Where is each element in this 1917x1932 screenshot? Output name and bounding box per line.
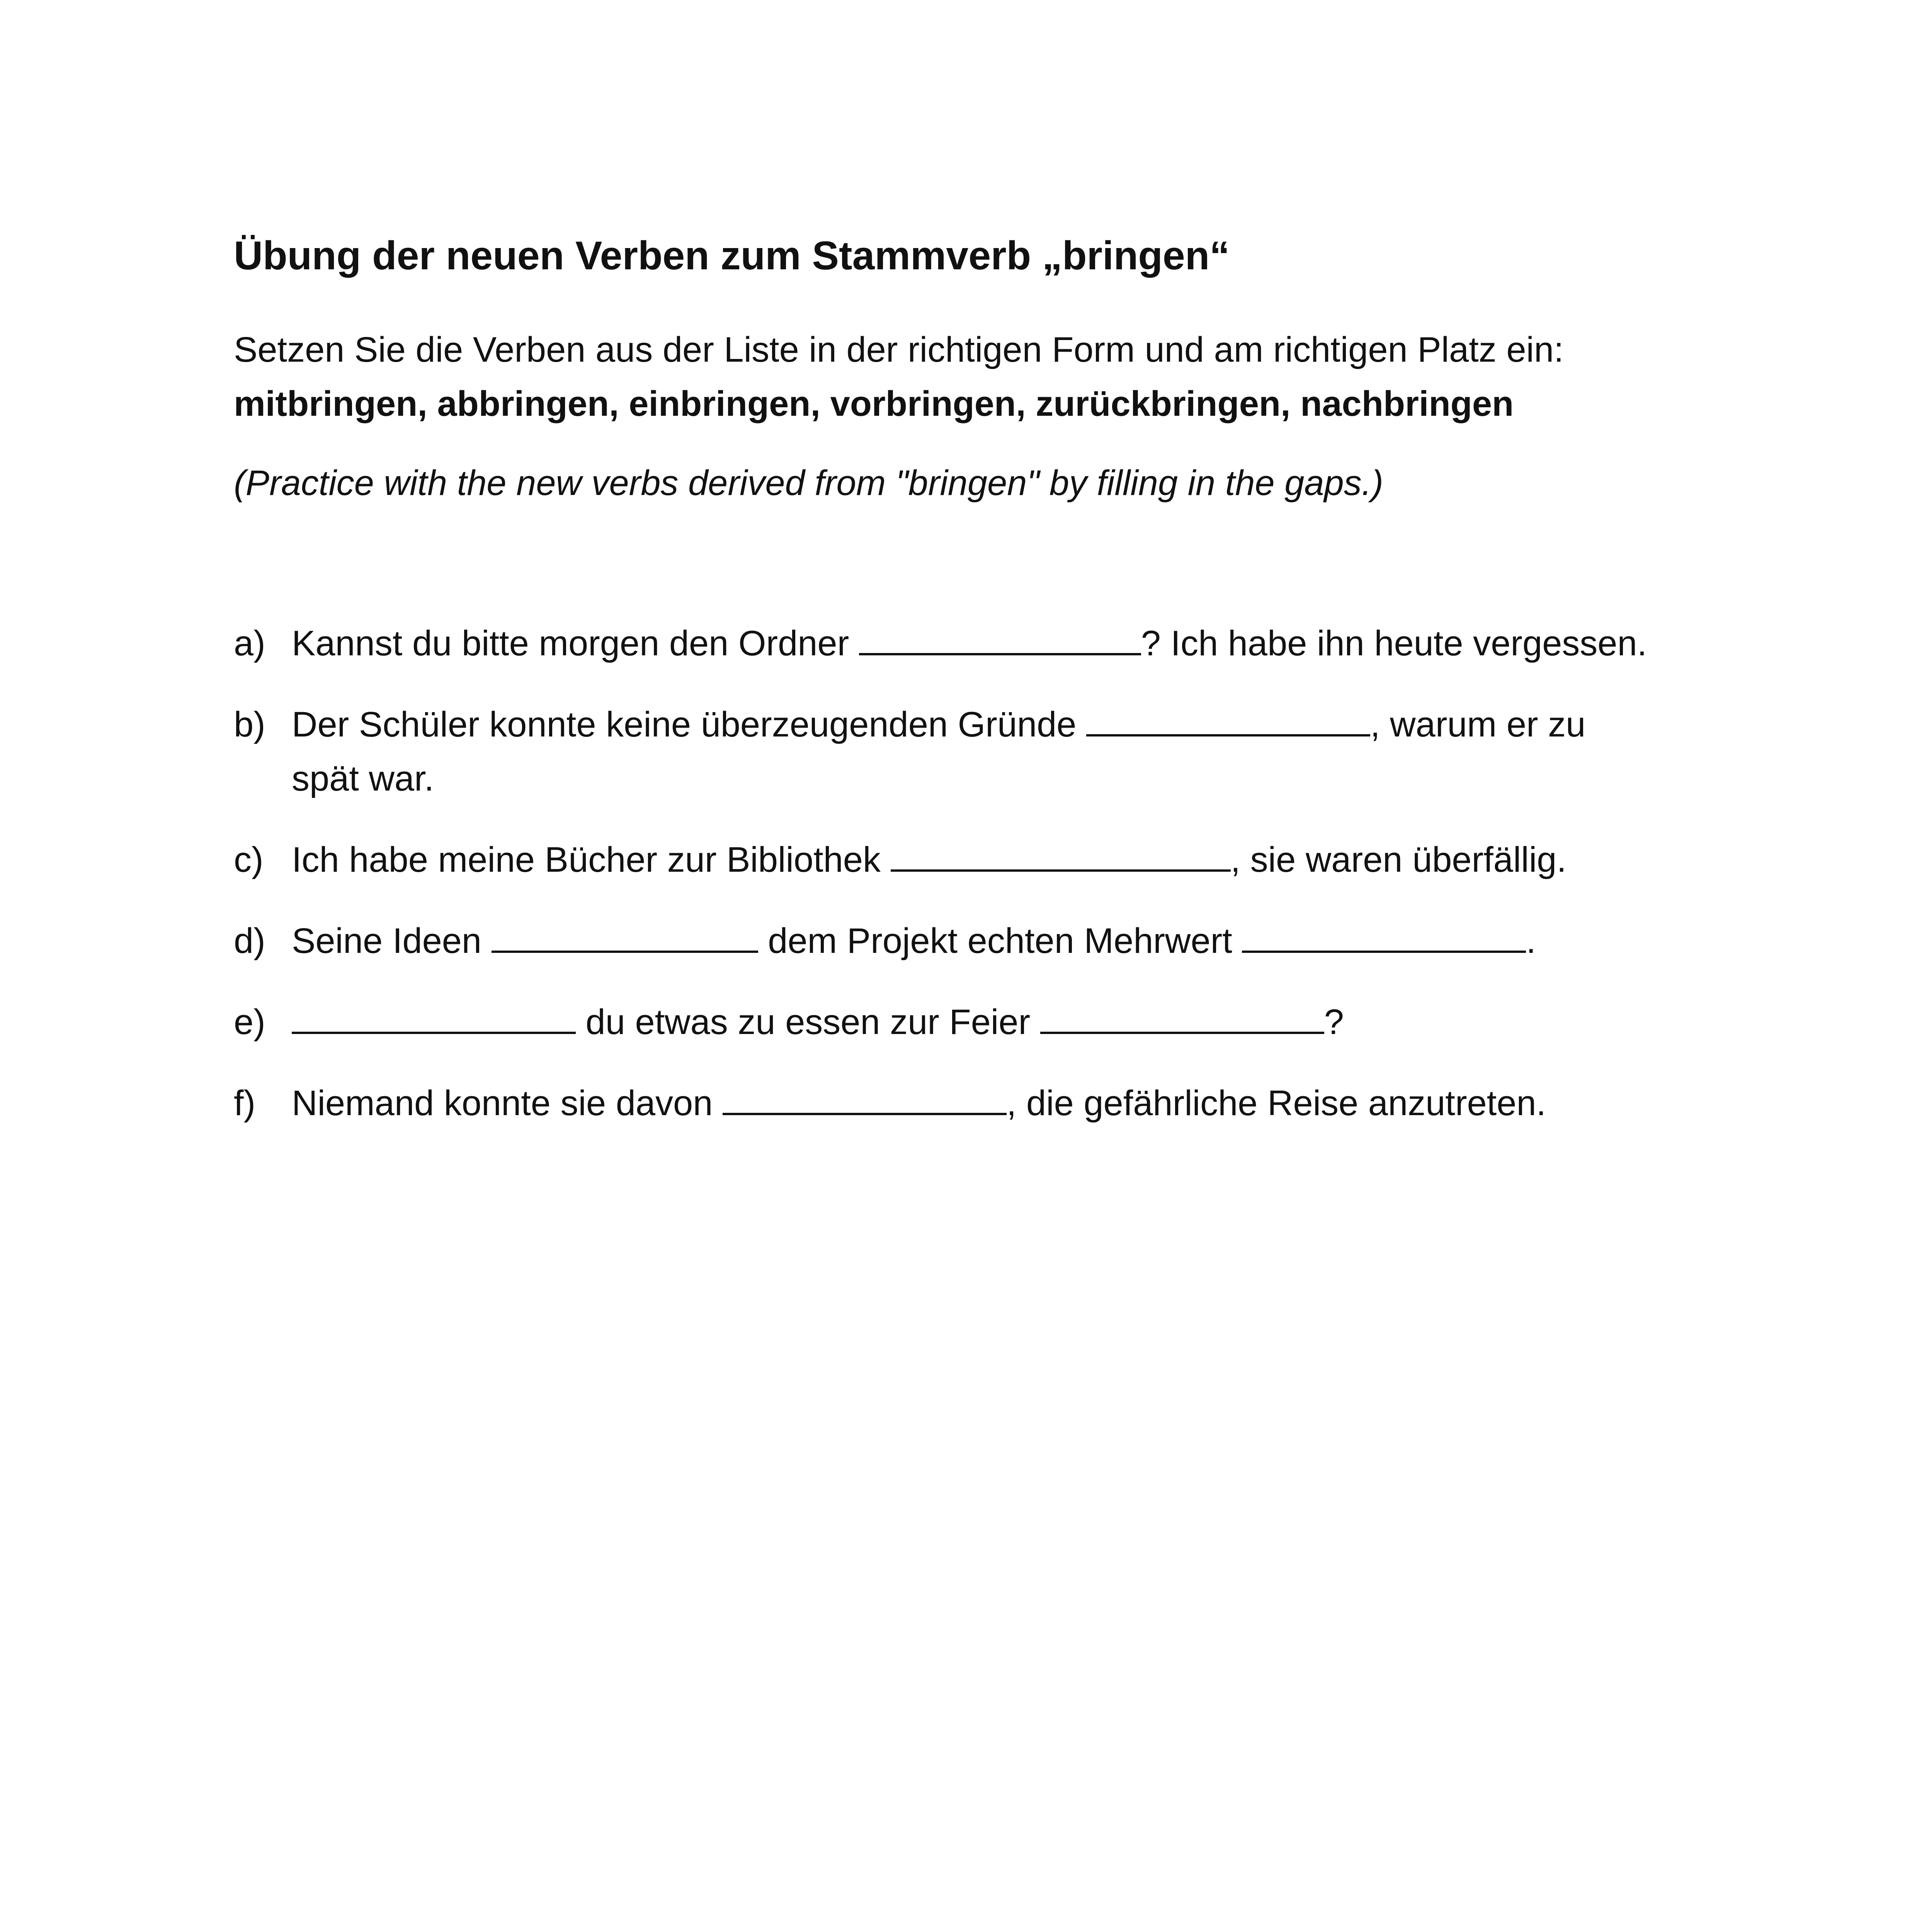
exercise-letter: f) [234, 1083, 256, 1123]
sentence-part: , warum er zu [1370, 705, 1586, 744]
sentence-part: Kannst du bitte morgen den Ordner [292, 624, 859, 663]
sentence-part: Ich habe meine Bücher zur Bibliothek [292, 840, 891, 879]
gap-blank[interactable] [1040, 1002, 1324, 1034]
sentence-part: Der Schüler konnte keine überzeugenden Gründe [292, 705, 1087, 744]
gap-blank[interactable] [492, 920, 758, 953]
exercise-sentence [292, 833, 1567, 887]
sentence-part: ? [1324, 1002, 1344, 1042]
gap-blank[interactable] [891, 839, 1231, 872]
exercise-letter: e) [234, 1002, 265, 1042]
gap-blank[interactable] [1086, 704, 1370, 736]
sentence-part: , die gefährliche Reise anzutreten. [1006, 1083, 1546, 1123]
exercise-letter: d) [234, 921, 265, 961]
exercise-letter: c) [234, 840, 264, 879]
exercise-sentence [292, 914, 1536, 968]
gap-blank[interactable] [723, 1083, 1007, 1115]
sentence-part: du etwas zu essen zur Feier [576, 1002, 1040, 1042]
sentence-part: spät war. [292, 759, 434, 798]
gap-blank[interactable] [859, 623, 1141, 655]
exercise-sentence [292, 1076, 1546, 1130]
gap-blank[interactable] [1242, 920, 1526, 953]
page-title: Übung der neuen Verben zum Stammverb „bringen“ [234, 233, 1230, 278]
exercise-letter: b) [234, 705, 265, 744]
sentence-part: . [1526, 921, 1536, 961]
sentence-part: Niemand konnte sie davon [292, 1083, 723, 1123]
sentence-part: dem Projekt echten Mehrwert [758, 921, 1242, 961]
english-translation: (Practice with the new verbs derived from "bringen" by filling in the gaps.) [234, 463, 1383, 503]
sentence-part: ? Ich habe ihn heute vergessen. [1141, 624, 1647, 663]
exercise-letter: a) [234, 624, 265, 663]
instruction-text: Setzen Sie die Verben aus der Liste in der richtigen Form und am richtigen Platz ein: [234, 330, 1564, 369]
instruction-block [234, 323, 1564, 431]
exercise-sentence [292, 697, 1585, 806]
sentence-part: Seine Ideen [292, 921, 492, 961]
verb-list: mitbringen, abbringen, einbringen, vorbringen, zurückbringen, nachbringen [234, 384, 1514, 423]
exercise-sentence [292, 995, 1344, 1049]
gap-blank[interactable] [292, 1002, 576, 1034]
exercise-sentence [292, 616, 1647, 670]
sentence-part: , sie waren überfällig. [1230, 840, 1567, 879]
